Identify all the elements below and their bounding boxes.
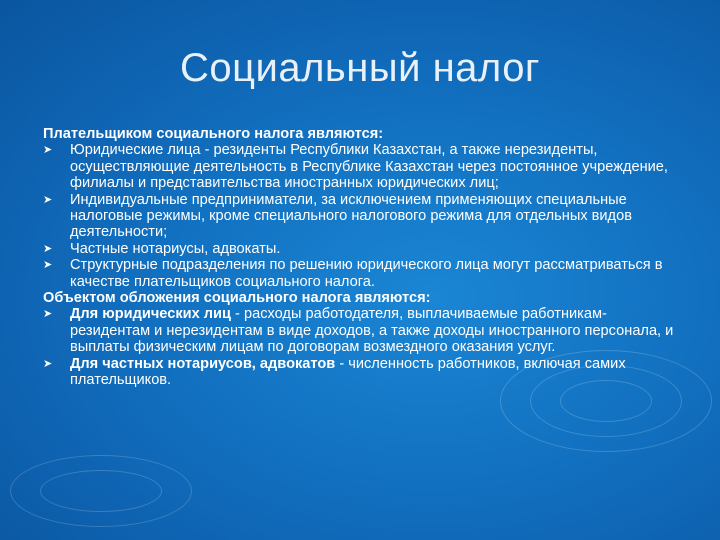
- arrowhead-bullet-icon: ➤: [43, 193, 53, 206]
- list-item: [43, 306, 683, 355]
- slide-content: [43, 126, 683, 389]
- list-item: [43, 257, 683, 290]
- section-heading-objects: Объектом обложения социального налога являются:: [43, 290, 431, 307]
- arrowhead-bullet-icon: ➤: [43, 144, 53, 157]
- arrowhead-bullet-icon: ➤: [43, 308, 53, 321]
- list-item-text: Индивидуальные предприниматели, за исключением применяющих специальные налоговые режимы, кроме специального налогового режима для отдельных видов деятельности;: [70, 191, 632, 241]
- list-item: [43, 356, 683, 389]
- list-item: [43, 241, 683, 257]
- arrowhead-bullet-icon: ➤: [43, 242, 53, 255]
- section-heading-payers: Плательщиком социального налога являются:: [43, 126, 384, 142]
- ripple-decoration: [10, 455, 192, 527]
- list-item: [43, 192, 683, 241]
- list-item-bold-label: Для юридических лиц: [70, 306, 231, 323]
- list-item-text: - расходы работодателя, выплачиваемые работникам-резидентам и нерезидентам в виде доходов, а также доходы иностранного персонала, и выплаты физическим лицам по договорам возмездного оказания услуг.: [70, 306, 674, 356]
- list-item-text: Частные нотариусы, адвокаты.: [70, 240, 281, 257]
- arrowhead-bullet-icon: ➤: [43, 259, 53, 272]
- list-item-bold-label: Для частных нотариусов, адвокатов: [70, 355, 336, 372]
- arrowhead-bullet-icon: ➤: [43, 357, 53, 370]
- list-item-text: Юридические лица - резиденты Республики Казахстан, а также нерезиденты, осуществляющие деятельность в Республике Казахстан через постоянное учреждение, филиалы и представительства иностранных юридических лиц;: [70, 142, 668, 192]
- list-item-text: Структурные подразделения по решению юридического лица могут рассматриваться в качестве плательщиков социального налога.: [70, 257, 663, 290]
- list-item: [43, 142, 683, 191]
- slide-title: Социальный налог: [179, 46, 541, 90]
- list-item-text: - численность работников, включая самих плательщиков.: [70, 355, 626, 389]
